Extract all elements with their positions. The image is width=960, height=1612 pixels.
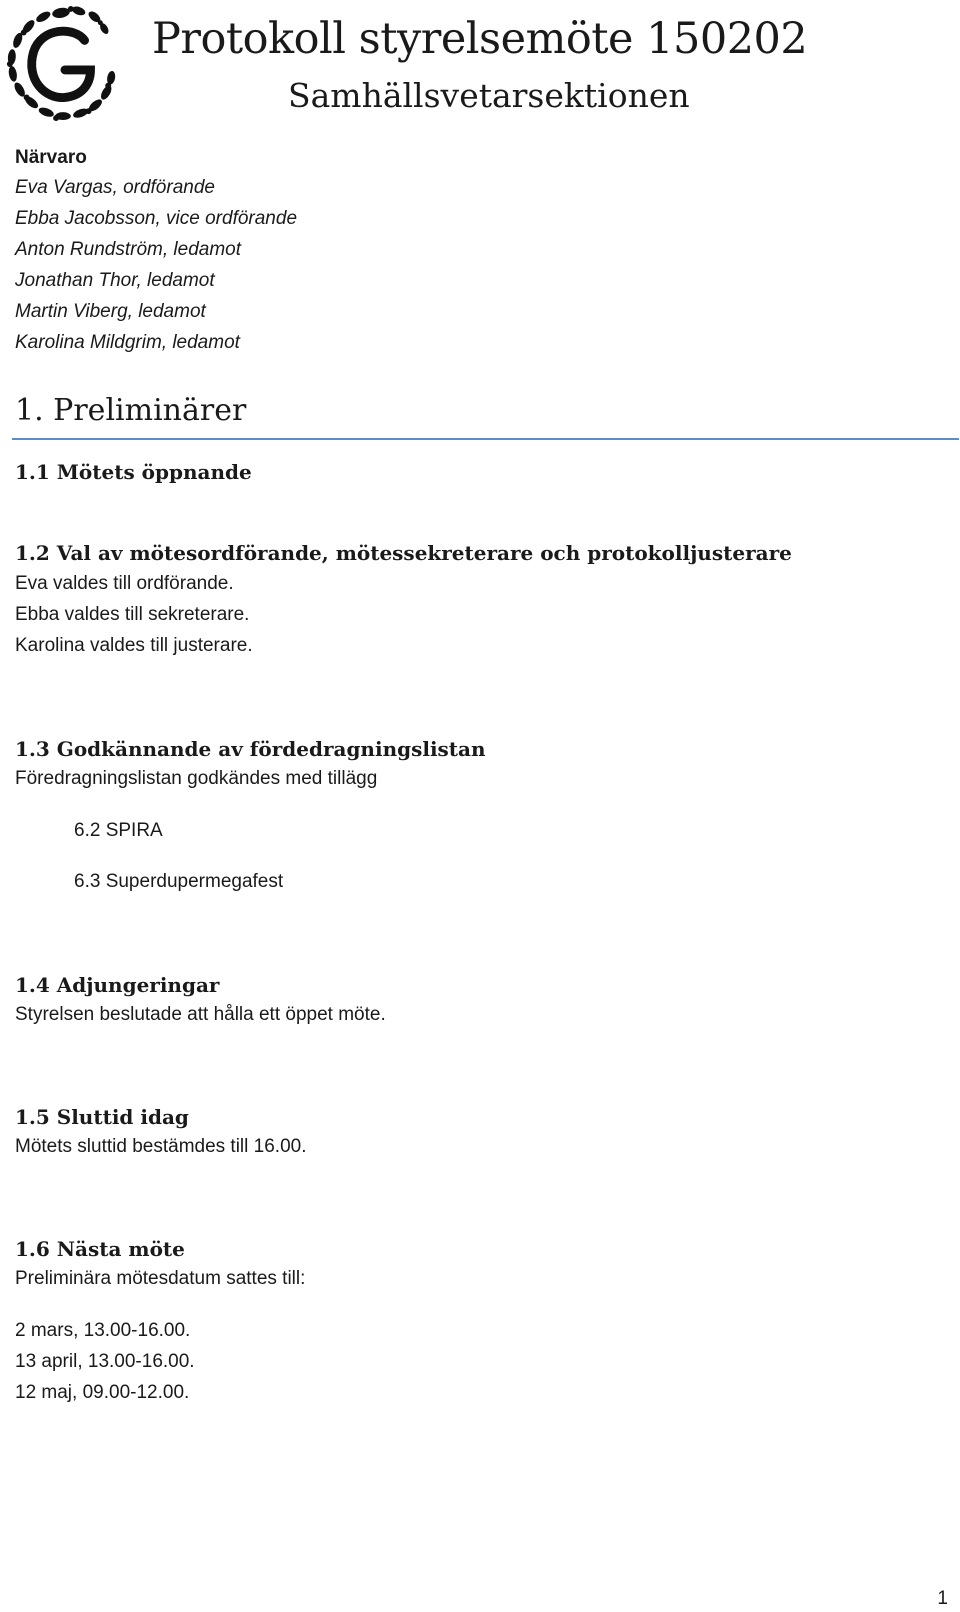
attendee-line: Anton Rundström, ledamot (15, 239, 242, 260)
section-divider (12, 438, 959, 440)
wreath-g-logo (2, 2, 120, 126)
section-heading: 1. Preliminärer (15, 393, 247, 428)
paragraph-line: Styrelsen beslutade att hålla ett öppet möte. (15, 1004, 386, 1025)
agenda-item-heading: 1.1 Mötets öppnande (15, 460, 252, 484)
meeting-date: 13 april, 13.00-16.00. (15, 1351, 195, 1372)
document-title: Protokoll styrelsemöte 150202 (152, 14, 808, 64)
meeting-date: 12 maj, 09.00-12.00. (15, 1382, 190, 1403)
agenda-item-heading: 1.5 Sluttid idag (15, 1105, 189, 1129)
meeting-date: 2 mars, 13.00-16.00. (15, 1320, 191, 1341)
attendee-line: Martin Viberg, ledamot (15, 301, 206, 322)
attendee-line: Jonathan Thor, ledamot (15, 270, 215, 291)
agenda-item-heading: 1.3 Godkännande av fördedragningslistan (15, 737, 486, 761)
paragraph-line: Karolina valdes till justerare. (15, 635, 253, 656)
agenda-item-heading: 1.6 Nästa möte (15, 1237, 185, 1261)
paragraph-line: Preliminära mötesdatum sattes till: (15, 1268, 306, 1289)
document-subtitle: Samhällsvetarsektionen (288, 76, 690, 115)
attendee-line: Ebba Jacobsson, vice ordförande (15, 208, 298, 229)
paragraph-line: Mötets sluttid bestämdes till 16.00. (15, 1136, 307, 1157)
agenda-item-heading: 1.4 Adjungeringar (15, 973, 220, 997)
agenda-item-heading: 1.2 Val av mötesordförande, mötessekreterare och protokolljusterare (15, 541, 792, 565)
paragraph-line: Ebba valdes till sekreterare. (15, 604, 250, 625)
attendee-line: Eva Vargas, ordförande (15, 177, 215, 198)
attendance-heading: Närvaro (15, 147, 87, 168)
agenda-addition: 6.3 Superdupermegafest (74, 871, 284, 892)
paragraph-line: Föredragningslistan godkändes med tillägg (15, 768, 378, 789)
paragraph-line: Eva valdes till ordförande. (15, 573, 234, 594)
page-number: 1 (937, 1588, 948, 1609)
agenda-addition: 6.2 SPIRA (74, 820, 163, 841)
attendee-line: Karolina Mildgrim, ledamot (15, 332, 240, 353)
